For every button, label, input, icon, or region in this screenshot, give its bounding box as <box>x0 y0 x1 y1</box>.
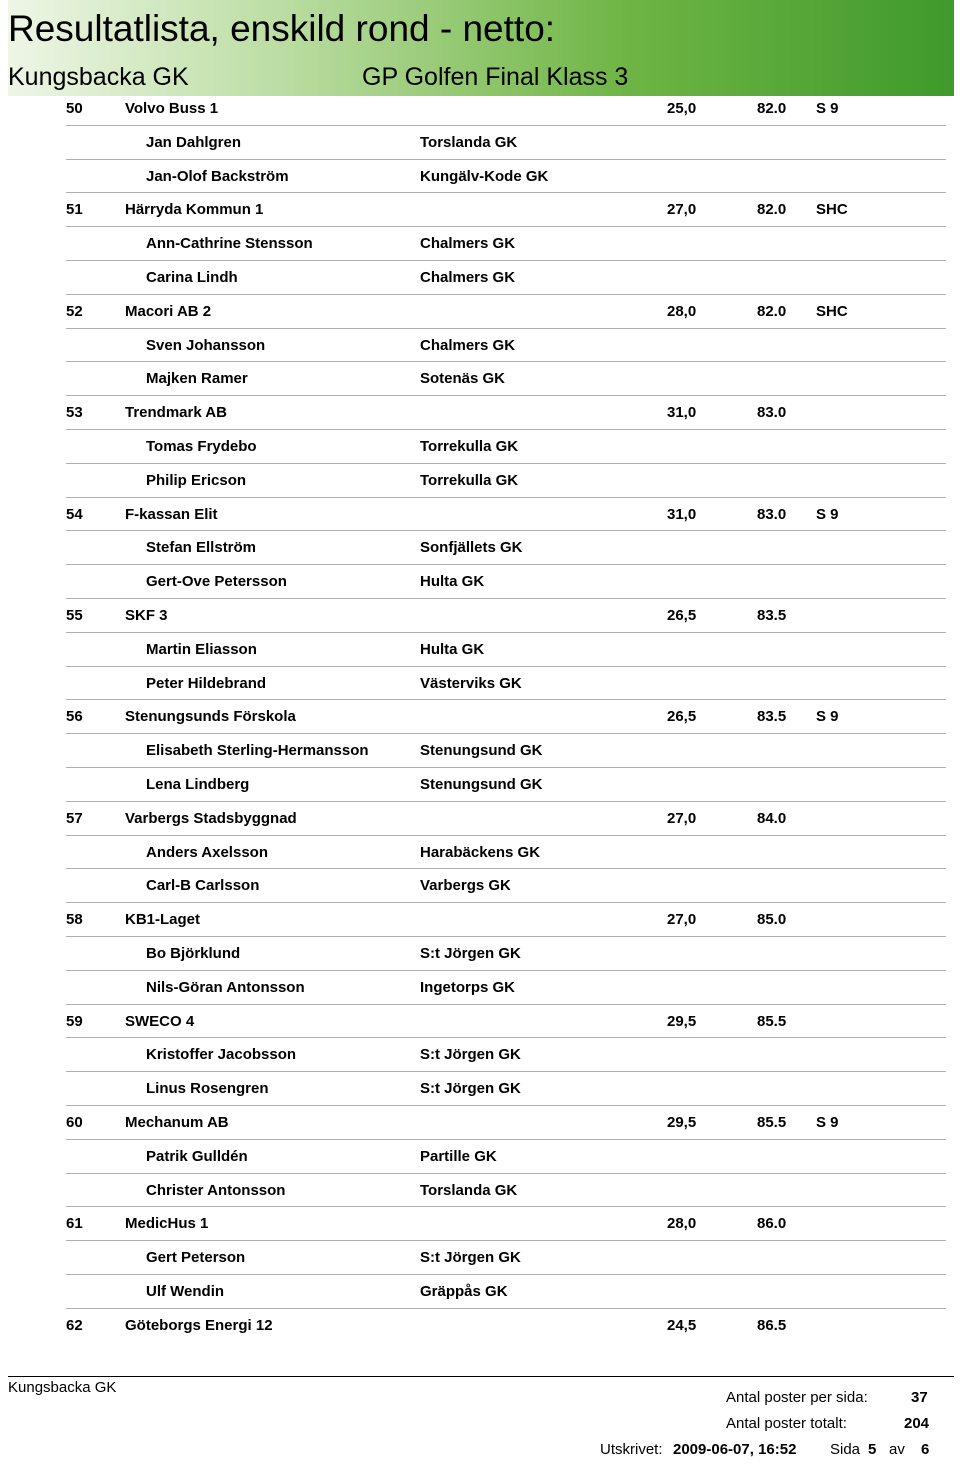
page-value: 5 <box>868 1441 877 1458</box>
player-row <box>0 734 960 768</box>
player-name: Jan-Olof Backström <box>146 167 289 185</box>
player-name: Ann-Cathrine Stensson <box>146 235 313 253</box>
team-number: 52 <box>66 302 83 320</box>
team-row <box>0 193 960 227</box>
competition-name: GP Golfen Final Klass 3 <box>362 63 629 91</box>
footer-club: Kungsbacka GK <box>8 1379 117 1396</box>
player-row <box>0 261 960 295</box>
team-number: 50 <box>66 100 83 117</box>
printed-value: 2009-06-07, 16:52 <box>673 1441 797 1458</box>
team-handicap: 31,0 <box>667 404 697 422</box>
player-club: Hulta GK <box>420 640 485 658</box>
team-handicap: 29,5 <box>667 1012 697 1030</box>
team-number: 57 <box>66 809 83 827</box>
player-row <box>0 836 960 870</box>
player-name: Elisabeth Sterling-Hermansson <box>146 742 369 760</box>
player-club: Varbergs GK <box>420 877 511 895</box>
team-row <box>0 92 960 126</box>
team-number: 60 <box>66 1113 83 1131</box>
team-score: 82.0 <box>757 302 787 320</box>
team-row <box>0 700 960 734</box>
team-handicap: 26,5 <box>667 708 697 726</box>
per-page-value: 37 <box>911 1389 928 1406</box>
player-name: Gert-Ove Petersson <box>146 573 287 591</box>
player-club: S:t Jörgen GK <box>420 1080 521 1098</box>
player-name: Anders Axelsson <box>146 843 268 861</box>
team-row <box>0 1106 960 1140</box>
team-name: Stenungsunds Förskola <box>125 708 296 726</box>
player-club: S:t Jörgen GK <box>420 1249 521 1267</box>
player-club: Ingetorps GK <box>420 978 516 996</box>
player-row <box>0 1275 960 1309</box>
team-number: 61 <box>66 1215 83 1233</box>
player-row <box>0 160 960 194</box>
player-row <box>0 531 960 565</box>
player-name: Gert Peterson <box>146 1249 246 1267</box>
team-score: 86.0 <box>757 1215 787 1233</box>
player-row <box>0 667 960 701</box>
team-score: 82.0 <box>757 201 787 219</box>
team-score: 85.0 <box>757 911 787 929</box>
player-club: Stenungsund GK <box>420 775 543 793</box>
team-number: 51 <box>66 201 83 219</box>
team-name: Göteborgs Energi 12 <box>125 1316 273 1334</box>
player-row <box>0 430 960 464</box>
player-club: Västerviks GK <box>420 674 522 692</box>
team-name: Macori AB 2 <box>125 302 212 320</box>
player-name: Tomas Frydebo <box>146 437 257 455</box>
team-tee: SHC <box>816 201 848 219</box>
player-club: Torrekulla GK <box>420 437 519 455</box>
of-label: av <box>889 1441 905 1458</box>
team-handicap: 31,0 <box>667 505 697 523</box>
player-name: Linus Rosengren <box>146 1080 269 1098</box>
team-tee: S 9 <box>816 100 839 117</box>
team-name: SKF 3 <box>125 606 168 624</box>
player-club: Stenungsund GK <box>420 742 543 760</box>
player-club: Hulta GK <box>420 573 485 591</box>
player-name: Carl-B Carlsson <box>146 877 260 895</box>
player-name: Philip Ericson <box>146 471 247 489</box>
player-club: Torslanda GK <box>420 1181 518 1199</box>
player-name: Nils-Göran Antonsson <box>146 978 305 996</box>
total-label: Antal poster totalt: <box>726 1415 847 1432</box>
team-handicap: 27,0 <box>667 911 697 929</box>
player-club: Chalmers GK <box>420 268 516 286</box>
player-club: Chalmers GK <box>420 235 516 253</box>
team-score: 85.5 <box>757 1113 787 1131</box>
club-name: Kungsbacka GK <box>8 63 189 91</box>
team-number: 56 <box>66 708 83 726</box>
team-score: 83.5 <box>757 606 787 624</box>
player-row <box>0 768 960 802</box>
team-name: F-kassan Elit <box>125 505 218 523</box>
player-club: S:t Jörgen GK <box>420 944 521 962</box>
per-page-label: Antal poster per sida: <box>726 1389 868 1406</box>
player-name: Lena Lindberg <box>146 775 250 793</box>
total-value: 204 <box>904 1415 930 1432</box>
team-row <box>0 295 960 329</box>
footer-divider <box>8 1376 954 1377</box>
player-row <box>0 1140 960 1174</box>
team-handicap: 27,0 <box>667 809 697 827</box>
team-score: 85.5 <box>757 1012 787 1030</box>
team-score: 83.0 <box>757 404 787 422</box>
player-club: Torrekulla GK <box>420 471 519 489</box>
team-row <box>0 1207 960 1241</box>
player-name: Carina Lindh <box>146 268 238 286</box>
team-score: 86.5 <box>757 1316 787 1334</box>
team-name: Härryda Kommun 1 <box>125 201 264 219</box>
team-handicap: 24,5 <box>667 1316 697 1334</box>
player-name: Ulf Wendin <box>146 1282 225 1300</box>
player-row <box>0 464 960 498</box>
player-row <box>0 362 960 396</box>
player-row <box>0 126 960 160</box>
player-row <box>0 329 960 363</box>
player-club: Chalmers GK <box>420 336 516 354</box>
team-name: Trendmark AB <box>125 404 227 422</box>
team-handicap: 27,0 <box>667 201 697 219</box>
player-row <box>0 869 960 903</box>
team-score: 83.5 <box>757 708 787 726</box>
team-row <box>0 903 960 937</box>
player-name: Majken Ramer <box>146 370 248 388</box>
team-name: KB1-Laget <box>125 911 201 929</box>
player-name: Peter Hildebrand <box>146 674 267 692</box>
player-club: Torslanda GK <box>420 133 518 151</box>
team-name: Varbergs Stadsbyggnad <box>125 809 297 827</box>
team-handicap: 28,0 <box>667 302 697 320</box>
player-row <box>0 1241 960 1275</box>
player-name: Bo Björklund <box>146 944 241 962</box>
team-number: 58 <box>66 911 83 929</box>
team-number: 54 <box>66 505 83 523</box>
team-tee: S 9 <box>816 708 839 726</box>
team-handicap: 28,0 <box>667 1215 697 1233</box>
player-row <box>0 1174 960 1208</box>
player-row <box>0 227 960 261</box>
player-name: Patrik Gulldén <box>146 1147 248 1165</box>
team-handicap: 25,0 <box>667 100 697 117</box>
team-number: 62 <box>66 1316 83 1334</box>
team-handicap: 26,5 <box>667 606 697 624</box>
player-row <box>0 1072 960 1106</box>
player-name: Jan Dahlgren <box>146 133 242 151</box>
player-club: Sonfjällets GK <box>420 539 523 557</box>
printed-label: Utskrivet: <box>600 1441 663 1458</box>
player-name: Christer Antonsson <box>146 1181 286 1199</box>
player-club: S:t Jörgen GK <box>420 1046 521 1064</box>
team-score: 84.0 <box>757 809 787 827</box>
player-row <box>0 565 960 599</box>
page-title: Resultatlista, enskild rond - netto: <box>8 8 556 49</box>
team-number: 55 <box>66 606 83 624</box>
team-row <box>0 599 960 633</box>
player-club: Sotenäs GK <box>420 370 506 388</box>
team-handicap: 29,5 <box>667 1113 697 1131</box>
team-row <box>0 1309 960 1343</box>
team-score: 83.0 <box>757 505 787 523</box>
team-tee: S 9 <box>816 1113 839 1131</box>
team-name: Volvo Buss 1 <box>125 100 219 117</box>
of-value: 6 <box>921 1441 930 1458</box>
player-name: Sven Johansson <box>146 336 266 354</box>
team-score: 82.0 <box>757 100 787 117</box>
player-row <box>0 633 960 667</box>
team-tee: SHC <box>816 302 848 320</box>
player-club: Kungälv-Kode GK <box>420 167 549 185</box>
team-name: Mechanum AB <box>125 1113 229 1131</box>
player-name: Kristoffer Jacobsson <box>146 1046 297 1064</box>
team-tee: S 9 <box>816 505 839 523</box>
player-club: Partille GK <box>420 1147 497 1165</box>
page-label: Sida <box>830 1441 861 1458</box>
team-number: 59 <box>66 1012 83 1030</box>
player-row <box>0 1038 960 1072</box>
team-row <box>0 498 960 532</box>
team-name: SWECO 4 <box>125 1012 195 1030</box>
player-name: Stefan Ellström <box>146 539 257 557</box>
team-row <box>0 396 960 430</box>
results-list <box>0 92 960 1342</box>
player-club: Harabäckens GK <box>420 843 541 861</box>
player-row <box>0 971 960 1005</box>
team-row <box>0 802 960 836</box>
team-row <box>0 1005 960 1039</box>
player-name: Martin Eliasson <box>146 640 257 658</box>
player-club: Gräppås GK <box>420 1282 508 1300</box>
player-row <box>0 937 960 971</box>
team-name: MedicHus 1 <box>125 1215 209 1233</box>
team-number: 53 <box>66 404 83 422</box>
